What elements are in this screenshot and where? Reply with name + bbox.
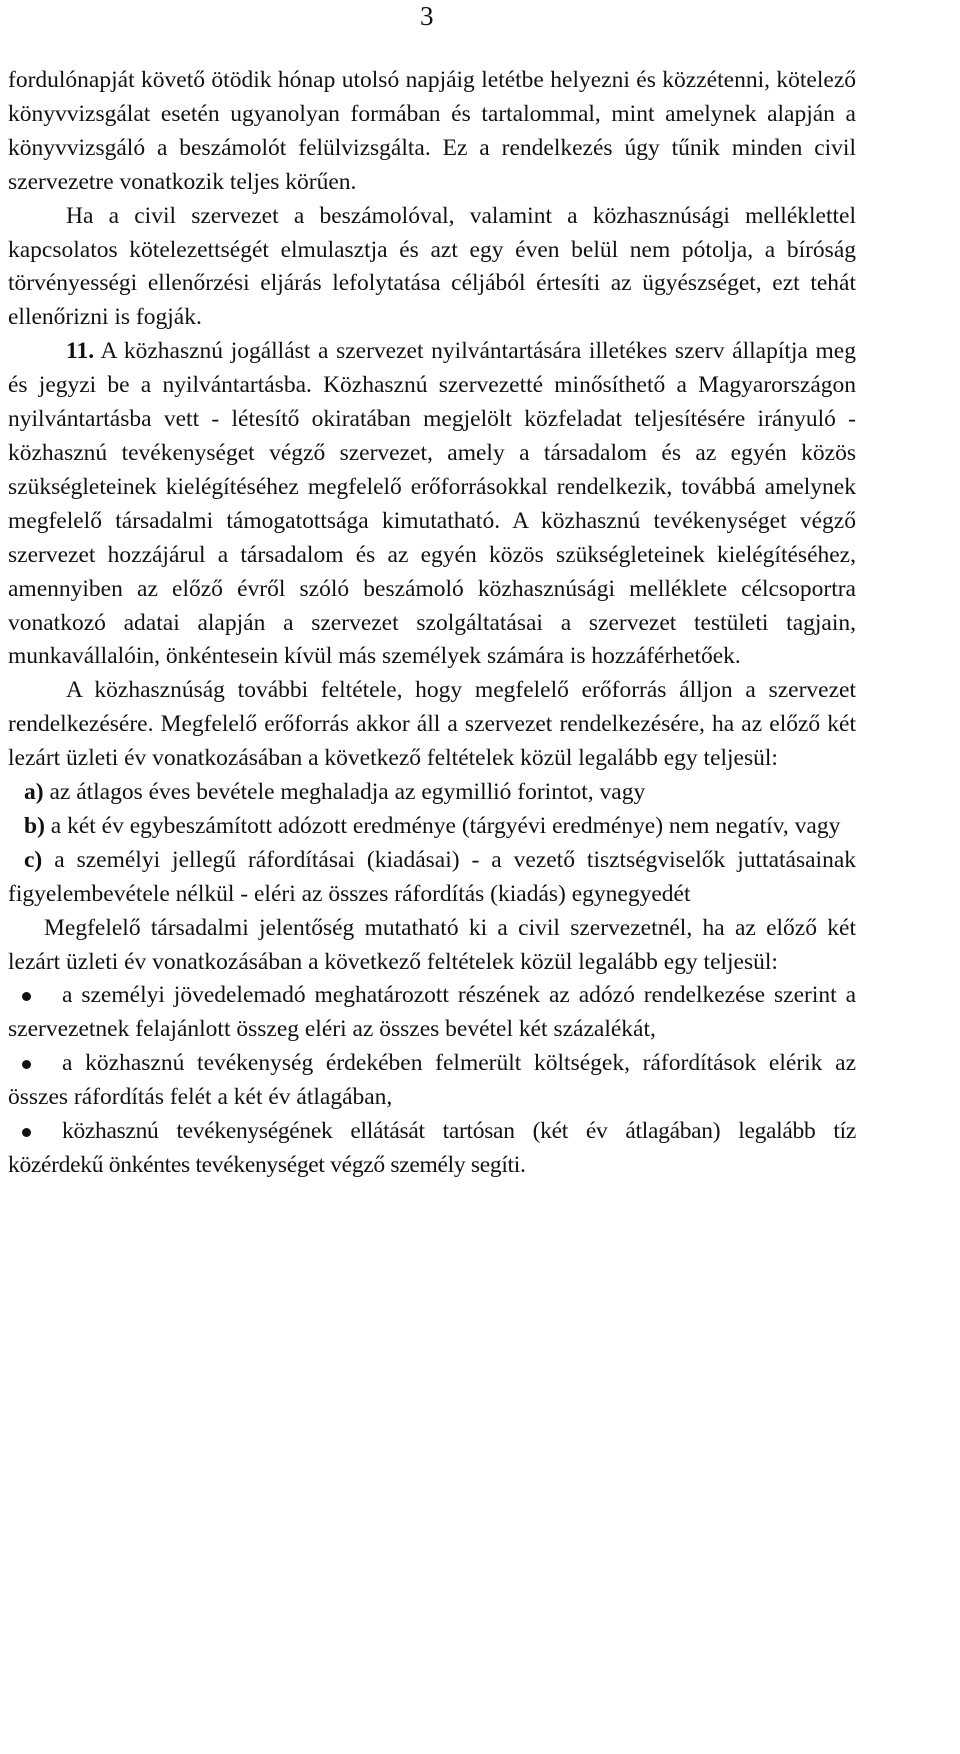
bullet-item — [8, 1115, 856, 1183]
paragraph-court-notification: Ha a civil szervezet a beszámolóval, valamint a közhasznúsági melléklettel kapcsolatos kötelezettségét elmulasztja és azt egy éven belül nem pótolja, a bíróság törvényességi ellenőrzési eljárás lefolytatása céljából értesíti az ügyészséget, ezt tehát ellenőrizni is fogják. — [8, 202, 856, 331]
paragraph-social-significance: Megfelelő társadalmi jelentőség mutatható ki a civil szervezetnél, ha az előző két lezárt üzleti év vonatkozásában a következő feltételek közül legalább egy teljesül: — [8, 914, 856, 975]
condition-a-text: az átlagos éves bevétele meghaladja az egymillió forintot, vagy — [43, 779, 646, 806]
condition-b-marker: b) — [24, 812, 45, 839]
paragraph-resources-condition: A közhasznúság további feltétele, hogy megfelelő erőforrás álljon a szervezet rendelkezésére. Megfelelő erőforrás akkor áll a szervezet rendelkezésére, ha az előző két lezárt üzleti év vonatkozásában a következő feltételek közül legalább egy teljesül: — [8, 677, 856, 772]
bullet-icon — [22, 1060, 31, 1069]
bullet-item-text: a közhasznú tevékenység érdekében felmerült költségek, ráfordítások elérik az összes ráfordítás felét a két év átlagában, — [8, 1050, 856, 1111]
section-number: 11. — [66, 338, 95, 365]
bullet-item — [8, 979, 856, 1047]
paragraph-public-benefit-status — [8, 335, 856, 674]
paragraph-public-benefit-status-text: A közhasznú jogállást a szervezet nyilvántartására illetékes szerv állapítja meg és jegyzi be a nyilvántartásba. Közhasznú szervezetté minősíthető a Magyarországon nyilvántartásba vett - létesítő okiratában megjelölt közfeladat teljesítésére irányuló - közhasznú tevékenységet végző szervezet, amely a társadalom és az egyén közös szükségleteinek kielégítéséhez megfelelő erőforrásokkal rendelkezik, továbbá amelynek megfelelő társadalmi támogatottsága kimutatható. A közhasznú tevékenységet végző szervezet hozzájárul a társadalom és az egyén közös szükségleteinek kielégítéséhez, amennyiben az előző évről szóló beszámoló közhasznúsági melléklete célcsoportra vonatkozó adatai alapján a szervezet szolgáltatásai a szervezet testületi tagjain, munkavállalóin, önkéntesein kívül más személyek számára is hozzáférhetőek. — [8, 338, 856, 670]
bullet-icon — [22, 992, 31, 1001]
condition-a — [8, 776, 856, 810]
bullet-icon — [22, 1128, 31, 1137]
bullet-item-text: a személyi jövedelemadó meghatározott részének az adózó rendelkezése szerint a szervezetnek felajánlott összeg eléri az összes bevétel két százalékát, — [8, 982, 856, 1043]
document-body — [8, 64, 856, 1183]
condition-b-text: a két év egybeszámított adózott eredménye (tárgyévi eredménye) nem negatív, vagy — [44, 812, 841, 839]
page-number: 3 — [420, 1, 434, 31]
bullet-item-text: közhasznú tevékenységének ellátását tartósan (két év átlagában) legalább tíz közérdekű önkéntes tevékenységet végző személy segíti. — [8, 1118, 856, 1178]
condition-a-marker: a) — [24, 779, 44, 806]
paragraph-reporting-deadline: fordulónapját követő ötödik hónap utolsó napjáig letétbe helyezni és közzétenni, kötelező könyvvizsgálat esetén ugyanolyan formában és tartalommal, mint amelynek alapján a könyvvizsgáló a beszámolót felülvizsgálta. Ez a rendelkezés úgy tűnik minden civil szervezetre vonatkozik teljes körűen. — [8, 67, 856, 195]
condition-c-text: a személyi jellegű ráfordításai (kiadásai) - a vezető tisztségviselők juttatásainak figyelembevétele nélkül - eléri az összes ráfordítás (kiadás) egynegyedét — [8, 846, 856, 907]
bullet-item — [8, 1047, 856, 1115]
condition-b — [8, 810, 856, 844]
condition-c-marker: c) — [24, 846, 43, 873]
condition-c — [8, 844, 856, 912]
